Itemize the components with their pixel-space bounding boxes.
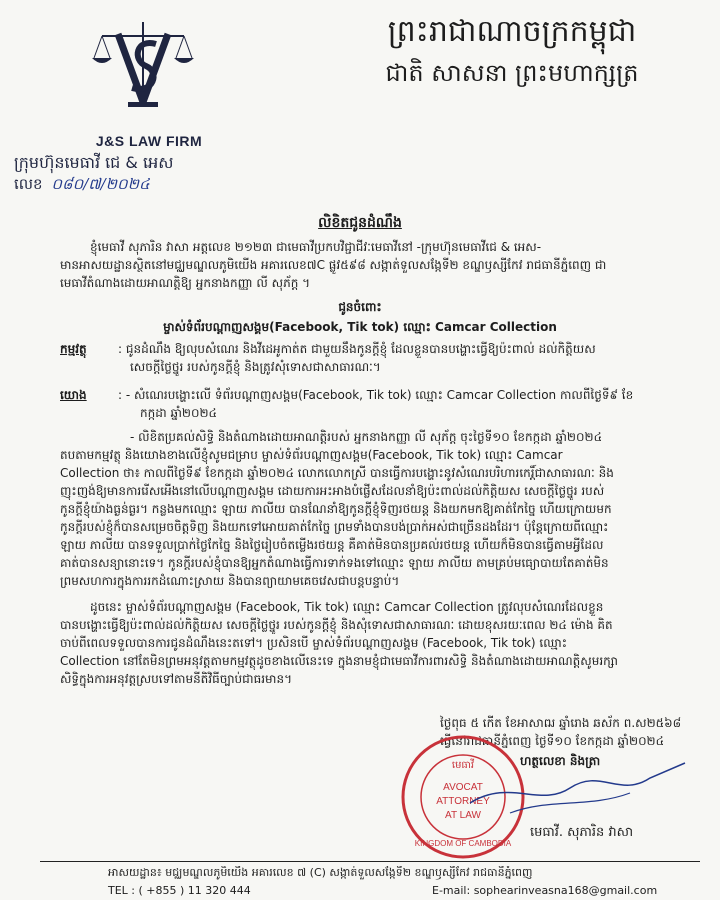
kingdom-heading: ព្រះរាជាណាចក្រកម្ពុជា [387, 14, 637, 49]
subject-line: សេចក្តីថ្លៃថ្នូរ របស់កូនក្តីខ្ញុំ និងត្រូវសុំទោសជាសាធារណៈ។ [130, 360, 381, 374]
body-line: ចាប់ពីពេលទទួលបានការជូនដំណឹងនេះតទៅ។ ប្រសិនបើ ម្ចាស់ទំព័របណ្តាញសង្គម (Facebook, Tik tok) ឈ្មោះ [60, 636, 567, 650]
body-line: ឡាយ ភាលីយ បានទទួលប្រាក់ថ្លៃកែច្នៃ និងថ្លៃរៀបចំតម្លើងរថយន្ត គឺគាត់មិនបានប្រគល់រថយន្ត ហើយក៏មិនបានធ្វើតាមអ្វីដែល [60, 538, 604, 552]
footer-divider [40, 861, 700, 862]
body-line: គាត់បានសន្យានោះទេ។ កូនក្តីរបស់ខ្ញុំបានឱ្យអ្នកតំណាងធ្វើការទាក់ទងទៅឈ្មោះ ឡាយ ភាលីយ តាមគ្រប់មធ្យោបាយតែគាត់មិន [60, 556, 609, 570]
letter-title: លិខិតជូនដំណឹង [318, 215, 402, 231]
body-line: ដូចនេះ ម្ចាស់ទំព័របណ្តាញសង្គម (Facebook, Tik tok) ឈ្មោះ Camcar Collection ត្រូវលុបសំណេរដែលខ្លួន [90, 600, 604, 614]
reference-label: លេខ [14, 175, 43, 193]
subject-label: កម្មវត្ថុ [60, 342, 87, 356]
reference-value: ០៨០/៧/២០២៤ [51, 175, 150, 193]
firm-name-kh: ក្រុមហ៊ុនមេធាវី ជេ & អេស [14, 153, 174, 172]
footer-address: អាសយដ្ឋាន៖ មជ្ឈមណ្ឌលភូមិយើង អគារលេខ ៧ (C) សង្កាត់ទួលសង្កែទី២ ខណ្ឌឫស្សីកែវ រាជធានីភ្នំពេញ [108, 866, 533, 879]
body-line: សិទ្ធិក្នុងការអនុវត្តស្របទៅតាមនីតិវិធីច្បាប់ជាធរមាន។ [60, 672, 292, 686]
stamp-line1: AVOCAT [443, 782, 483, 793]
stamp-line3: AT LAW [445, 810, 481, 821]
recipient-line: ម្ចាស់ទំព័របណ្តាញសង្គម(Facebook, Tik tok) ឈ្មោះ Camcar Collection [163, 320, 557, 334]
firm-logo [88, 14, 198, 134]
stamp-ring: KINGDOM OF CAMBODIA [414, 839, 512, 848]
reference-line: - លិខិតប្រគល់សិទ្ធិ និងតំណាងដោយអាណត្តិរបស់ អ្នកនាងកញ្ញា លី សុភ័ក្ត ចុះថ្ងៃទី១០ ខែកក្កដា ឆ្នាំ២០២៤ [130, 430, 603, 444]
handwritten-signature [450, 758, 690, 818]
body-line: កូនក្តីខ្ញុំយ៉ាងធ្ងន់ធ្ងរ។ កន្លងមកឈ្មោះ ឡាយ ភាលីយ បានណែនាំឱ្យកូនក្តីខ្ញុំទិញរថយន្ត និងយកមកឱ្យគាត់កែច្នៃ ហើយក្រោយមក [60, 502, 612, 516]
scales-of-justice-icon [88, 14, 198, 114]
intro-line: មេធាវីតំណាងដោយអាណត្តិឱ្យ អ្នកនាងកញ្ញា លី សុភ័ក្ត ។ [60, 276, 311, 290]
intro-line: ខ្ញុំមេធាវី សុភារិន វាសា អត្តលេខ ២១២៣ ជាមេធាវីប្រកបវិជ្ជាជីវៈមេធាវីនៅ -ក្រុមហ៊ុនមេធាវីជេ & អេស- [90, 240, 542, 254]
footer-phone: TEL : ( +855 ) 11 320 444 [108, 884, 251, 897]
footer-email: E-mail: sophearinveasna168@gmail.com [432, 884, 658, 897]
national-motto: ជាតិ សាសនា ព្រះមហាក្សត្រ [385, 59, 639, 87]
body-line: បានបង្ហោះធ្វើឱ្យប៉ះពាល់ដល់កិត្តិយស សេចក្តីថ្លៃថ្នូរ របស់កូនក្តីខ្ញុំ និងសុំទោសជាសាធារណៈ ដោយខុសរយៈពេល ២៤ ម៉ោង គិត [60, 618, 613, 632]
stamp-line2: ATTORNEY [436, 796, 490, 807]
stamp-top: មេធាវី [451, 760, 475, 771]
body-line: តបតាមកម្មវត្ថុ និងយោងខាងលើខ្ញុំសូមជម្រាប ម្ចាស់ទំព័របណ្តាញសង្គម(Facebook, Tik tok) ឈ្មោះ Camcar [60, 448, 563, 462]
lawyer-name: មេធាវី. សុភារិន វាសា [530, 825, 634, 840]
subject-line: : ជូនដំណឹង ឱ្យលុបសំណេរ និងវីដេអូកាត់ត ជាមួយនឹងកូនក្តីខ្ញុំ ដែលខ្លួនបានបង្ហោះធ្វើឱ្យប៉ះពាល់ ដល់កិត្តិយស [118, 342, 596, 356]
body-line: ព្រមសហការក្នុងការរកដំណោះស្រាយ និងបានព្យាយាមគេចវេសជាបន្តបន្ទាប់។ [60, 574, 400, 588]
body-line: ញុះញង់ឱ្យមានការរើសអើងនៅលើបណ្តាញសង្គម ដោយការអះអាងបំផ្លើសដែលនាំឱ្យប៉ះពាល់ដល់កិត្តិយស សេចក្តីថ្លៃថ្នូរ របស់ [60, 484, 605, 498]
recipient-heading: ជូនចំពោះ [338, 300, 382, 314]
intro-line: មានអាសយដ្ឋានស្ថិតនៅមជ្ឈមណ្ឌលភូមិយើង អគារលេខ៧C ផ្លូវ៥៩៨ សង្កាត់ទួលសង្កែទី២ ខណ្ឌឫស្សីកែវ រាជធានីភ្នំពេញ ជា [60, 258, 607, 272]
lunar-date: ថ្ងៃពុធ ៥ កើត ខែអាសាឍ ឆ្នាំរោង ឆស័ក ព.ស២៥៦៨ [440, 716, 682, 730]
reference-number [14, 175, 294, 197]
body-line: កូនក្តីរបស់ខ្ញុំក៏បានសម្រេចចិត្តទិញ និងយកទៅអោយគាត់កែច្នៃ ព្រមទាំងបានបង់ប្រាក់អស់ជាច្រើនដងដែរ។ ប៉ុន្តែក្រោយពីឈ្មោះ [60, 520, 609, 534]
body-line: Collection នៅតែមិនព្រមអនុវត្តតាមកម្មវត្ថុដូចខាងលើនេះទេ ក្នុងនាមខ្ញុំជាមេធាវីការពារសិទ្ធិ និងតំណាងដោយអាណត្តិសូមរក្សា [60, 654, 618, 668]
body-line: Collection ថា៖ កាលពីថ្ងៃទី៩ ខែកក្កដា ឆ្នាំ២០២៤ លោកលោកស្រី បានធ្វើការបង្ហោះនូវសំណេរបរិហារកេរ្តិ៍ជាសាធារណៈ និង [60, 466, 614, 480]
reference-line: កក្កដា ឆ្នាំ២០២៤ [140, 406, 218, 420]
reference-label: យោង [60, 388, 87, 402]
signature-title: ហត្ថលេខា និងត្រា [520, 754, 601, 768]
firm-name-en: J&S LAW FIRM [95, 133, 203, 149]
solar-date: ធ្វើនៅរាជធានីភ្នំពេញ ថ្ងៃទី១០ ខែកក្កដា ឆ្នាំ២០២៤ [440, 734, 665, 748]
reference-line: : - សំណេរបង្ហោះលើ ទំព័របណ្តាញសង្គម(Facebook, Tik tok) ឈ្មោះ Camcar Collection កាលពីថ្ងៃទី៩ ខែ [118, 388, 634, 402]
